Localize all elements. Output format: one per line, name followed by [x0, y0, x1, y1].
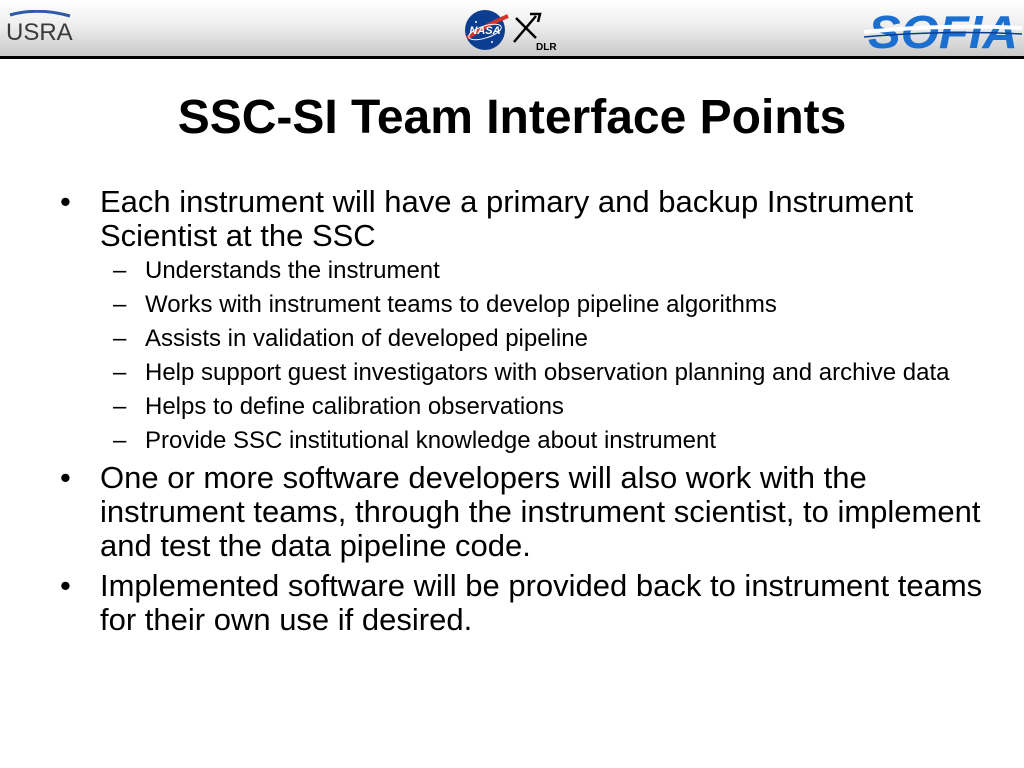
- sub-bullet-item: [0, 291, 1024, 318]
- bullet-item: [0, 185, 1024, 253]
- bullet-text: Each instrument will have a primary and backup Instrument Scientist at the SSC: [100, 184, 914, 253]
- slide-title: SSC-SI Team Interface Points: [177, 91, 847, 144]
- dlr-logo: [514, 14, 540, 42]
- bullet-marker: •: [60, 184, 71, 219]
- header-bar: [0, 0, 1024, 59]
- sub-bullet-item: [0, 359, 1024, 386]
- sub-bullet-item: [0, 325, 1024, 352]
- bullet-text: One or more software developers will also work with the instrument teams, through the instrument scientist, to implement and test the data pipeline code.: [100, 460, 981, 563]
- sub-bullet-marker: –: [113, 291, 127, 318]
- bullet-marker: •: [60, 460, 71, 495]
- sub-bullet-text: Works with instrument teams to develop pipeline algorithms: [145, 291, 777, 318]
- sub-bullet-marker: –: [113, 427, 127, 454]
- sub-bullet-text: Helps to define calibration observations: [145, 393, 564, 420]
- bullet-item: [0, 461, 1024, 563]
- usra-logo: [4, 10, 80, 46]
- sub-bullet-text: Assists in validation of developed pipeline: [145, 325, 588, 352]
- dlr-logo-text: DLR: [536, 42, 557, 52]
- bullet-item: [0, 569, 1024, 637]
- sofia-logo: [864, 6, 1022, 54]
- usra-logo-text: USRA: [6, 19, 73, 46]
- nasa-meatball-logo: [462, 8, 562, 52]
- bullet-text: Implemented software will be provided back to instrument teams for their own use if desired.: [100, 568, 983, 637]
- sub-bullet-list: [0, 257, 1024, 454]
- bullet-marker: •: [60, 568, 71, 603]
- sub-bullet-text: Understands the instrument: [145, 257, 440, 284]
- sub-bullet-marker: –: [113, 257, 127, 284]
- sub-bullet-text: Help support guest investigators with observation planning and archive data: [145, 359, 950, 386]
- sub-bullet-item: [0, 257, 1024, 284]
- sub-bullet-marker: –: [113, 393, 127, 420]
- sub-bullet-item: [0, 393, 1024, 420]
- sub-bullet-marker: –: [113, 359, 127, 386]
- sub-bullet-marker: –: [113, 325, 127, 352]
- slide-content: [0, 185, 1024, 637]
- sub-bullet-text: Provide SSC institutional knowledge about instrument: [145, 427, 716, 454]
- sub-bullet-item: [0, 427, 1024, 454]
- sofia-logo-text: SOFIA: [868, 6, 1018, 54]
- nasa-logo-text: NASA: [469, 25, 501, 37]
